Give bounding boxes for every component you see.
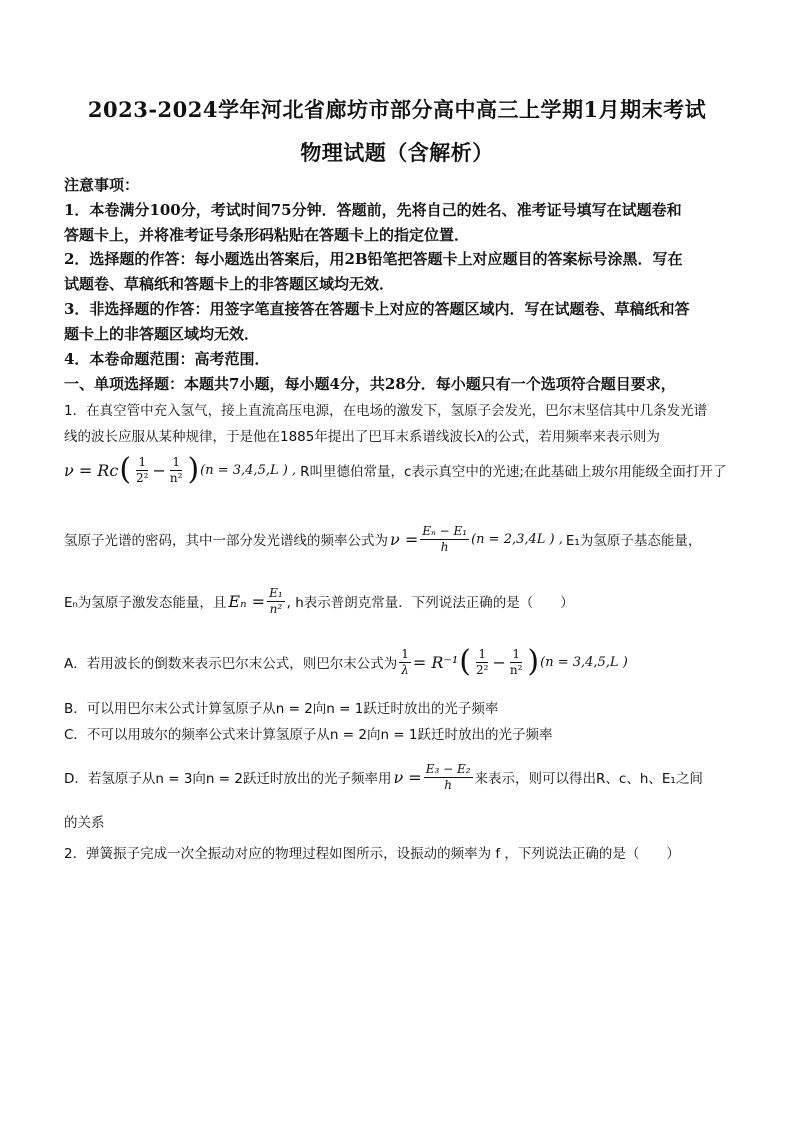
q1-line-5-post: , h表示普朗克常量．下列说法正确的是（ ） xyxy=(286,595,574,611)
q1-line-5-row xyxy=(64,581,734,621)
note-3-line-1: 3．非选择题的作答：用签字笔直接答在答题卡上对应的答题区域内．写在试题卷、草稿纸和答 xyxy=(64,300,690,318)
formula-3-lhs: Eₙ = xyxy=(228,591,266,611)
page-title: 2023-2024学年河北省廊坊市部分高中高三上学期1月期末考试 xyxy=(87,97,707,122)
paren-close: ) xyxy=(527,644,540,679)
q1-option-b: B．可以用巴尔末公式计算氢原子从n = 2向n = 1跃迁时放出的光子频率 xyxy=(64,701,499,717)
q1-option-c: C．不可以用玻尔的频率公式来计算氢原子从n = 2向n = 1跃迁时放出的光子频率 xyxy=(64,727,553,743)
note-2-line-2: 试题卷、草稿纸和答题卡上的非答题区域均无效． xyxy=(64,275,395,293)
fraction: $\frac{1}{\lambda}$ xyxy=(401,646,409,677)
q1-line-4-row xyxy=(64,519,734,559)
q2-line-1: 2．弹簧振子完成一次全振动对应的物理过程如图所示，设振动的频率为 f ，下列说法正确的是（ ） xyxy=(64,846,680,862)
formula-1-condition: (n = 3,4,5,L ) , xyxy=(200,462,297,478)
q1-line-2: 线的波长应服从某种规律，于是他在1885年提出了巴耳末系谱线波长λ的公式，若用频率来表示则为 xyxy=(64,429,660,445)
formula-1-lhs: ν = Rc xyxy=(64,460,119,480)
fraction: $\frac{\text{E₁}}{\text{n²}}$ xyxy=(269,585,283,616)
option-a-condition: (n = 3,4,5,L ) xyxy=(540,654,628,670)
note-3-line-2: 题卡上的非答题区域均无效． xyxy=(64,325,260,343)
paren-close: ) xyxy=(187,452,200,487)
q1-line-4-pre: 氢原子光谱的密码，其中一部分发光谱线的频率公式为 xyxy=(64,533,388,549)
q1-option-a: A．若用波长的倒数来表示巴尔末公式，则巴尔末公式为 $\frac{1}{\lambda}$ = R⁻¹ ( $\frac{1}{\text{2²}}$ − $\frac{1}{\text{n²}}$ ) (n = 3,4,5,L ) xyxy=(64,644,628,679)
q1-line-4-post: E₁为氢原子基态能量， xyxy=(565,533,702,549)
fraction: $\frac{\text{Eₙ − E₁}}{h}$ xyxy=(422,523,468,554)
note-1-line-2: 答题卡上，并将准考证号条形码粘贴在答题卡上的指定位置． xyxy=(64,226,470,244)
option-d-post: 来表示，则可以得出R、c、h、E₁之间 xyxy=(474,771,703,787)
note-4: 4．本卷命题范围：高考范围． xyxy=(64,350,270,368)
fraction: $\frac{1}{\text{2²}}$ xyxy=(476,646,489,677)
note-2-line-1: 2．选择题的作答：每小题选出答案后，用2B铅笔把答题卡上对应题目的答案标号涂黑．写在 xyxy=(64,250,683,268)
option-a-mid: = R⁻¹ xyxy=(412,652,459,672)
paren-open: ( xyxy=(459,644,471,679)
minus-sign: − xyxy=(152,460,166,480)
q1-formula-1-row xyxy=(64,450,734,490)
option-d-text: D．若氢原子从n = 3向n = 2跃迁时放出的光子频率用 xyxy=(64,771,392,787)
fraction: $\frac{1}{\text{n²}}$ xyxy=(509,646,523,677)
fraction: $\frac{1}{\text{2²}}$ xyxy=(136,454,149,485)
q1-option-d xyxy=(64,757,734,797)
option-d-lhs: ν = xyxy=(393,767,422,787)
note-1-line-1: 1．本卷满分100分，考试时间75分钟．答题前，先将自己的姓名、准考证号填写在试题卷和 xyxy=(64,201,682,219)
fraction: $\frac{1}{\text{n²}}$ xyxy=(169,454,183,485)
q1-line-5-pre: Eₙ为氢原子激发态能量，且 xyxy=(64,595,227,611)
q1-option-d-cont: 的关系 xyxy=(64,815,105,831)
option-a-text: A．若用波长的倒数来表示巴尔末公式，则巴尔末公式为 xyxy=(64,656,398,672)
notes-heading: 注意事项： xyxy=(64,176,140,194)
fraction: $\frac{\text{E₃ − E₂}}{h}$ xyxy=(425,761,471,792)
paren-open: ( xyxy=(119,452,132,487)
page-subtitle: 物理试题（含解析） xyxy=(300,140,494,165)
q1-line-1: 1．在真空管中充入氢气，接上直流高压电源，在电场的激发下，氢原子会发光，巴尔末坚信其中几条发光谱 xyxy=(64,403,708,419)
formula-1-text: R叫里德伯常量，c表示真空中的光速;在此基础上玻尔用能级全面打开了 xyxy=(300,464,727,480)
formula-2-lhs: ν = xyxy=(390,529,419,549)
section-heading: 一、单项选择题：本题共7小题，每小题4分，共28分．每小题只有一个选项符合题目要求， xyxy=(64,375,676,393)
formula-2-condition: (n = 2,3,4L ) , xyxy=(471,531,563,547)
